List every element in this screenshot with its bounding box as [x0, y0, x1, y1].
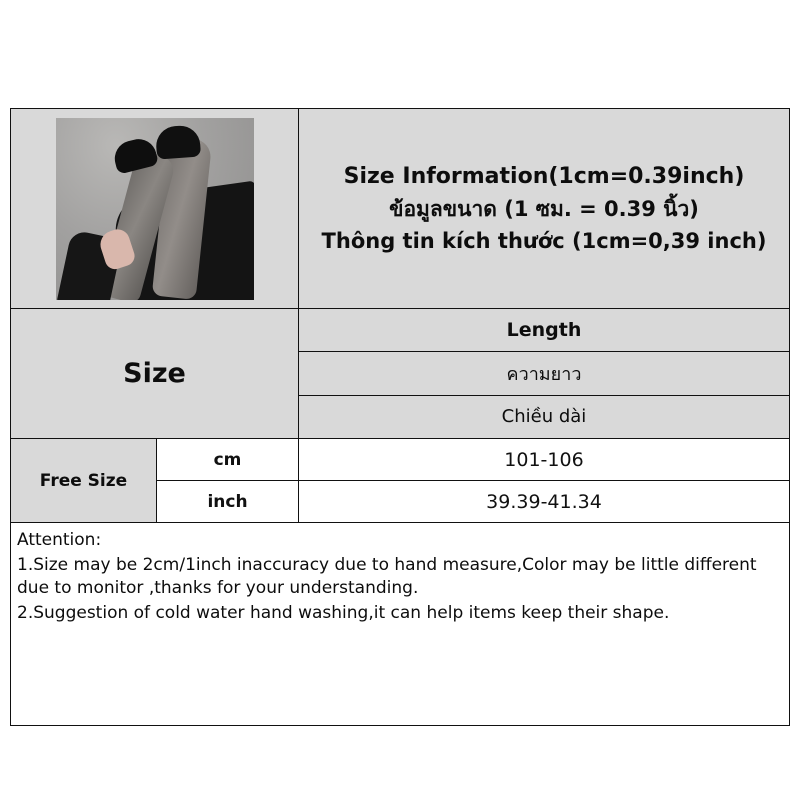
unit-inch: inch	[207, 491, 248, 512]
unit-cm: cm	[157, 439, 298, 481]
title-en: Size Information(1cm=0.39inch)	[343, 163, 745, 189]
product-photo	[56, 118, 254, 300]
length-header-vi: Chiều dài	[501, 406, 587, 428]
bottom-spacer	[17, 627, 783, 711]
length-header-group	[299, 309, 789, 438]
value-inch: 39.39-41.34	[486, 490, 602, 513]
title-th: ข้อมูลขนาด (1 ซม. = 0.39 นิ้ว)	[389, 197, 699, 221]
row-label-free-size: Free Size	[11, 439, 157, 522]
title-vi: Thông tin kích thước (1cm=0,39 inch)	[321, 229, 767, 254]
size-header-row	[11, 309, 789, 439]
attention-line-2: 2.Suggestion of cold water hand washing,it can help items keep their shape.	[17, 602, 670, 623]
header-row	[11, 109, 789, 309]
size-label: Size	[11, 309, 299, 438]
length-header-en: Length	[299, 309, 789, 352]
title-cell	[299, 109, 789, 308]
value-cm: 101-106	[299, 439, 789, 481]
attention-line-1: 1.Size may be 2cm/1inch inaccuracy due to hand measure,Color may be little different due to monitor ,thanks for your understanding.	[17, 554, 757, 598]
length-header-th: ความยาว	[299, 352, 789, 395]
measurement-rows	[11, 439, 789, 523]
attention-heading: Attention:	[17, 530, 102, 550]
attention-block	[11, 523, 789, 725]
unit-column	[157, 439, 299, 522]
size-chart	[10, 108, 790, 726]
value-column	[299, 439, 789, 522]
photo-cell	[11, 109, 299, 308]
